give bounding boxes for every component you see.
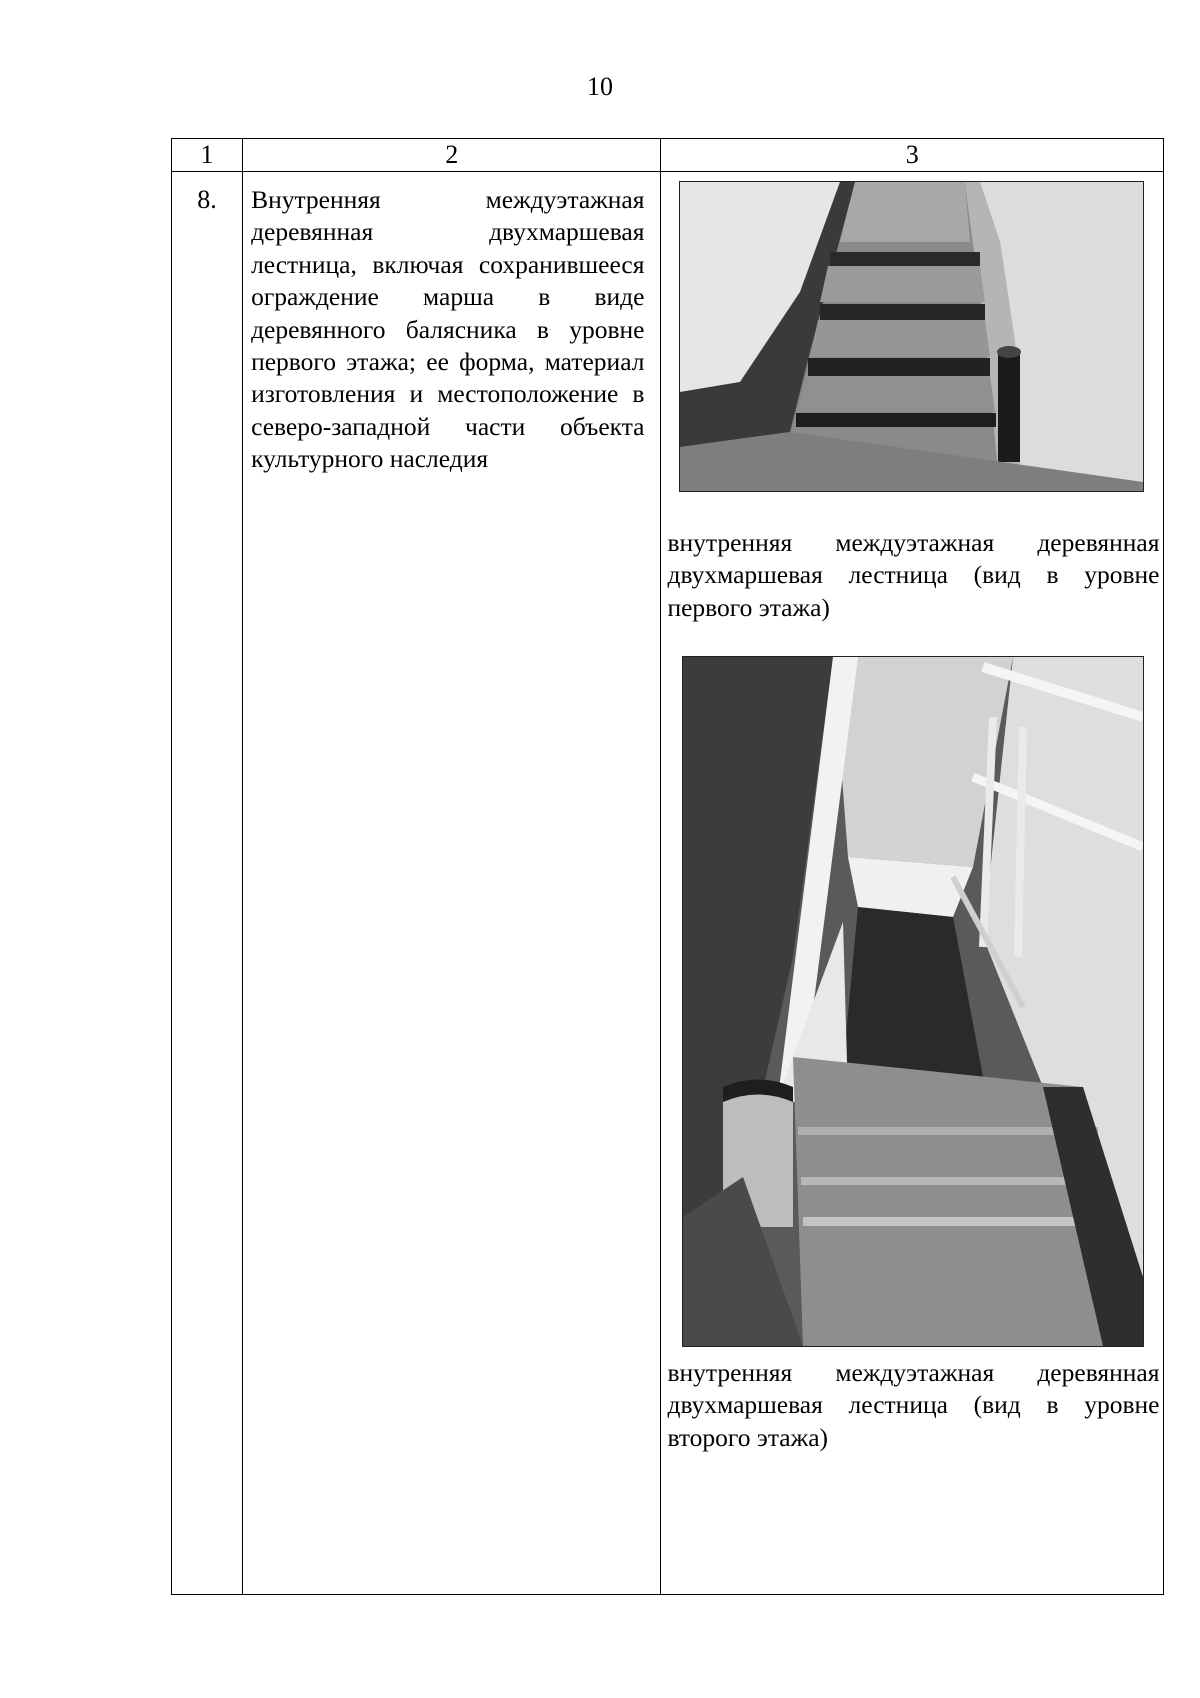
staircase-second-floor-photo (682, 656, 1144, 1347)
column-header-1: 1 (172, 139, 243, 172)
row-description: Внутренняя междуэтажная деревянная двухмаршевая лестница, включая сохранившееся ограждение марша в виде деревянного балясника в уровне первого этажа; ее форма, материал изготовления и местоположение в северо-западной части объекта культурного наследия (243, 172, 661, 1595)
protected-features-table (171, 138, 1164, 1595)
staircase-first-floor-photo (679, 181, 1144, 492)
column-header-3: 3 (661, 139, 1164, 172)
table-row (172, 172, 1164, 1595)
photo-cell (661, 172, 1164, 1595)
page-number: 10 (587, 72, 613, 101)
photo-caption-second-floor: внутренняя междуэтажная деревянная двухмаршевая лестница (вид в уровне второго этажа) (667, 1358, 1160, 1452)
table-header-row (172, 139, 1164, 172)
photo-caption-first-floor: внутренняя междуэтажная деревянная двухмаршевая лестница (вид в уровне первого этажа) (667, 528, 1160, 622)
column-header-2: 2 (243, 139, 661, 172)
row-number: 8. (172, 172, 243, 1595)
